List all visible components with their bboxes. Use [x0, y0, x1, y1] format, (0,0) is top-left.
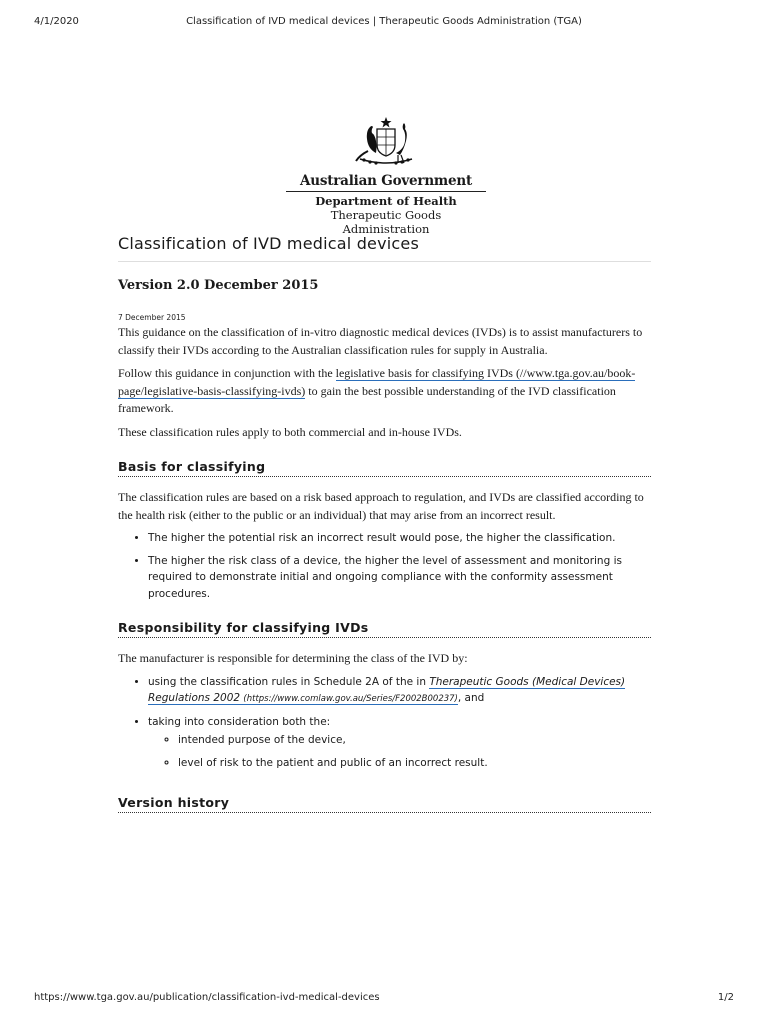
- logo-divider: [286, 191, 486, 192]
- sub-list: [148, 732, 651, 771]
- agency-name: Therapeutic Goods Administration: [330, 208, 442, 236]
- bullet-text: taking into consideration both the:: [148, 715, 331, 728]
- follow-suffix: to gain the best possible understanding of the IVD classification framework.: [118, 383, 616, 415]
- list-item: [148, 674, 651, 708]
- list-item: • The higher the potential risk an incorrect result would pose, the higher the classification.: [148, 530, 651, 547]
- print-header: [34, 16, 734, 30]
- regulations-link-url: (https://www.comlaw.gov.au/Series/F2002B00237): [243, 694, 458, 704]
- list-item: ◦ intended purpose of the device,: [178, 732, 651, 749]
- government-logo: [286, 115, 486, 236]
- print-page-title: Classification of IVD medical devices | Therapeutic Goods Administration (TGA): [186, 16, 582, 27]
- version-label: Version 2.0 December 2015: [118, 278, 319, 293]
- main-content: [118, 234, 651, 825]
- government-name: Australian Government: [299, 173, 473, 189]
- list-item: [148, 714, 651, 772]
- responsibility-heading: Responsibility for classifying IVDs: [118, 620, 651, 638]
- page-title: Classification of IVD medical devices: [118, 234, 651, 262]
- print-date: 4/1/2020: [34, 16, 79, 27]
- follow-paragraph: [118, 365, 651, 418]
- follow-prefix: Follow this guidance in conjunction with the: [118, 366, 336, 380]
- coat-of-arms-icon: [346, 115, 426, 167]
- publish-date: 7 December 2015: [118, 313, 186, 322]
- bullet-suffix: , and: [457, 692, 485, 704]
- legislative-basis-link[interactable]: legislative basis for classifying IVDs (//www.tga.gov.au/book-page/legislative-basis-classifying-ivds): [118, 366, 636, 398]
- basis-paragraph: The classification rules are based on a risk based approach to regulation, and IVDs are classified according to the health risk (either to the public or an individual) that may arise from an incorrect result.: [118, 490, 644, 522]
- basis-list: [118, 530, 651, 602]
- intro-paragraph: This guidance on the classification of in-vitro diagnostic medical devices (IVDs) is to assist manufacturers to classify their IVDs according to the Australian classification rules for supply in Australia.: [118, 325, 643, 357]
- responsibility-paragraph: The manufacturer is responsible for determining the class of the IVD by:: [118, 651, 468, 665]
- apply-paragraph: These classification rules apply to both commercial and in-house IVDs.: [118, 424, 462, 439]
- print-footer: [34, 992, 734, 1006]
- basis-heading: Basis for classifying: [118, 459, 651, 477]
- department-name: Department of Health: [315, 194, 457, 208]
- page-number: 1/2: [717, 992, 734, 1003]
- bullet-prefix: using the classification rules in Schedule 2A of the in: [148, 675, 430, 688]
- print-url: https://www.tga.gov.au/publication/classification-ivd-medical-devices: [34, 992, 380, 1003]
- version-history-heading: Version history: [118, 795, 651, 813]
- list-item: ◦ level of risk to the patient and public of an incorrect result.: [178, 755, 651, 772]
- responsibility-list: [118, 674, 651, 772]
- regulations-link-text: Therapeutic Goods (Medical Devices) Regulations 2002: [148, 675, 626, 704]
- list-item: • The higher the risk class of a device, the higher the level of assessment and monitoring is required to demonstrate initial and ongoing compliance with the conformity assessment procedures.: [148, 553, 651, 603]
